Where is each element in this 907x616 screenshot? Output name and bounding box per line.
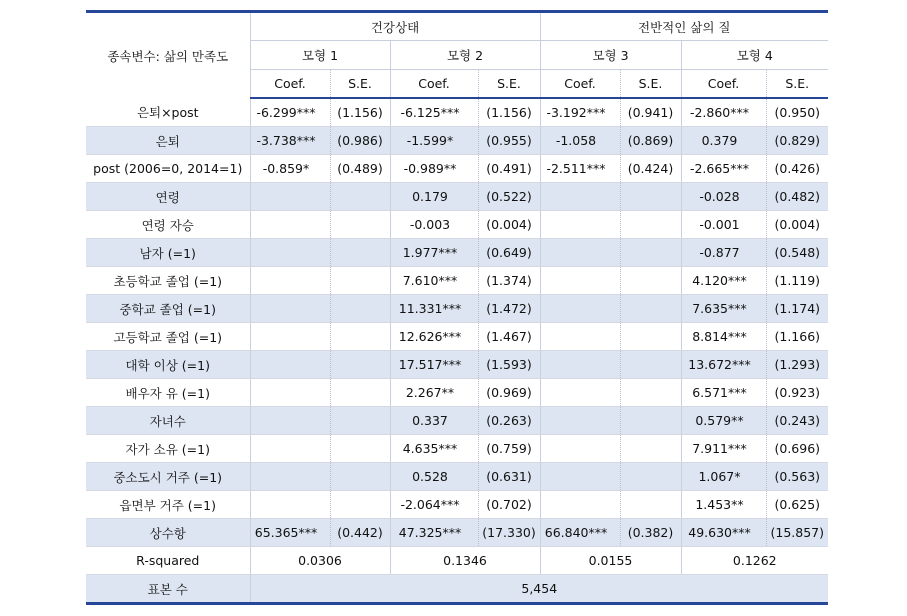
row-label: 상수항	[86, 519, 250, 547]
standard-error-cell: (0.442)	[330, 519, 390, 547]
standard-error-cell: (0.382)	[620, 519, 681, 547]
coef-header: Coef.	[250, 70, 330, 99]
row-label: 남자 (=1)	[86, 239, 250, 267]
table-row	[86, 519, 828, 547]
standard-error-cell: (0.426)	[766, 155, 828, 183]
coefficient-cell: -2.064***	[390, 491, 478, 519]
standard-error-cell: (0.950)	[766, 98, 828, 127]
standard-error-cell	[620, 491, 681, 519]
coefficient-cell: -1.058	[540, 127, 620, 155]
coefficient-cell: 4.635***	[390, 435, 478, 463]
standard-error-cell: (0.424)	[620, 155, 681, 183]
model-header-4: 모형 4	[681, 41, 828, 70]
standard-error-cell	[330, 211, 390, 239]
coefficient-cell: 49.630***	[681, 519, 766, 547]
coefficient-cell: 0.379	[681, 127, 766, 155]
row-label: 중소도시 거주 (=1)	[86, 463, 250, 491]
row-label: 초등학교 졸업 (=1)	[86, 267, 250, 295]
standard-error-cell: (0.631)	[478, 463, 540, 491]
table-row	[86, 98, 828, 127]
standard-error-cell: (1.593)	[478, 351, 540, 379]
coefficient-cell: -3.738***	[250, 127, 330, 155]
standard-error-cell: (0.004)	[478, 211, 540, 239]
group-header-health: 건강상태	[250, 12, 540, 41]
standard-error-cell: (0.004)	[766, 211, 828, 239]
coefficient-cell: 4.120***	[681, 267, 766, 295]
row-label: 중학교 졸업 (=1)	[86, 295, 250, 323]
standard-error-cell	[620, 407, 681, 435]
standard-error-cell	[330, 323, 390, 351]
coefficient-cell: 6.571***	[681, 379, 766, 407]
coefficient-cell	[250, 267, 330, 295]
standard-error-cell	[330, 351, 390, 379]
standard-error-cell	[330, 435, 390, 463]
coefficient-cell	[250, 323, 330, 351]
coefficient-cell	[540, 267, 620, 295]
table-row	[86, 295, 828, 323]
coefficient-cell	[250, 407, 330, 435]
r-squared-value: 0.0155	[540, 547, 681, 575]
coefficient-cell: -0.001	[681, 211, 766, 239]
coefficient-cell	[540, 351, 620, 379]
standard-error-cell	[620, 379, 681, 407]
standard-error-cell: (0.489)	[330, 155, 390, 183]
coefficient-cell	[250, 239, 330, 267]
standard-error-cell	[330, 491, 390, 519]
r-squared-label: R-squared	[86, 547, 250, 575]
coefficient-cell: 7.911***	[681, 435, 766, 463]
coefficient-cell: 2.267**	[390, 379, 478, 407]
coefficient-cell	[250, 379, 330, 407]
row-label: 연령	[86, 183, 250, 211]
coefficient-cell: 13.672***	[681, 351, 766, 379]
coefficient-cell: 7.635***	[681, 295, 766, 323]
standard-error-cell: (1.467)	[478, 323, 540, 351]
coefficient-cell: -0.859*	[250, 155, 330, 183]
standard-error-cell: (1.293)	[766, 351, 828, 379]
r-squared-value: 0.1346	[390, 547, 540, 575]
coefficient-cell: -2.665***	[681, 155, 766, 183]
standard-error-cell: (0.829)	[766, 127, 828, 155]
standard-error-cell: (0.986)	[330, 127, 390, 155]
standard-error-cell: (1.156)	[478, 98, 540, 127]
standard-error-cell: (0.243)	[766, 407, 828, 435]
standard-error-cell: (1.166)	[766, 323, 828, 351]
standard-error-cell: (1.174)	[766, 295, 828, 323]
standard-error-cell	[620, 435, 681, 463]
row-label: 읍면부 거주 (=1)	[86, 491, 250, 519]
standard-error-cell: (1.472)	[478, 295, 540, 323]
se-header: S.E.	[766, 70, 828, 99]
table-row	[86, 211, 828, 239]
standard-error-cell	[330, 463, 390, 491]
coefficient-cell: -6.299***	[250, 98, 330, 127]
coefficient-cell: -0.028	[681, 183, 766, 211]
table-row	[86, 463, 828, 491]
standard-error-cell: (0.923)	[766, 379, 828, 407]
coefficient-cell	[250, 295, 330, 323]
standard-error-cell: (0.969)	[478, 379, 540, 407]
row-label: 배우자 유 (=1)	[86, 379, 250, 407]
table-row	[86, 183, 828, 211]
coefficient-cell	[250, 183, 330, 211]
table-row	[86, 127, 828, 155]
standard-error-cell	[620, 267, 681, 295]
coefficient-cell: 66.840***	[540, 519, 620, 547]
coefficient-cell: 17.517***	[390, 351, 478, 379]
table-row	[86, 155, 828, 183]
coefficient-cell	[540, 407, 620, 435]
row-label: 자가 소유 (=1)	[86, 435, 250, 463]
coefficient-cell	[250, 491, 330, 519]
coefficient-cell: -0.877	[681, 239, 766, 267]
coefficient-cell: 1.067*	[681, 463, 766, 491]
row-label: 은퇴	[86, 127, 250, 155]
standard-error-cell	[330, 267, 390, 295]
standard-error-cell: (0.491)	[478, 155, 540, 183]
group-header-quality-of-life: 전반적인 삶의 질	[540, 12, 828, 41]
standard-error-cell	[620, 323, 681, 351]
model-header-1: 모형 1	[250, 41, 390, 70]
coefficient-cell	[540, 379, 620, 407]
standard-error-cell	[330, 379, 390, 407]
se-header: S.E.	[620, 70, 681, 99]
model-header-2: 모형 2	[390, 41, 540, 70]
coefficient-cell: -0.989**	[390, 155, 478, 183]
standard-error-cell: (1.156)	[330, 98, 390, 127]
standard-error-cell: (1.119)	[766, 267, 828, 295]
coef-header: Coef.	[390, 70, 478, 99]
standard-error-cell: (1.374)	[478, 267, 540, 295]
coefficient-cell	[540, 491, 620, 519]
coefficient-cell	[540, 323, 620, 351]
coefficient-cell	[540, 183, 620, 211]
se-header: S.E.	[330, 70, 390, 99]
r-squared-value: 0.1262	[681, 547, 828, 575]
coefficient-cell: 1.453**	[681, 491, 766, 519]
coefficient-cell: -0.003	[390, 211, 478, 239]
standard-error-cell: (0.702)	[478, 491, 540, 519]
coefficient-cell: -2.860***	[681, 98, 766, 127]
standard-error-cell	[620, 211, 681, 239]
coefficient-cell: -2.511***	[540, 155, 620, 183]
se-header: S.E.	[478, 70, 540, 99]
coefficient-cell	[540, 435, 620, 463]
coefficient-cell: -3.192***	[540, 98, 620, 127]
row-label: 연령 자승	[86, 211, 250, 239]
table-row	[86, 267, 828, 295]
standard-error-cell: (0.548)	[766, 239, 828, 267]
table-row	[86, 435, 828, 463]
sample-size-row	[86, 575, 828, 604]
standard-error-cell: (0.759)	[478, 435, 540, 463]
standard-error-cell: (0.955)	[478, 127, 540, 155]
row-label: 대학 이상 (=1)	[86, 351, 250, 379]
coefficient-cell: 47.325***	[390, 519, 478, 547]
row-label: 고등학교 졸업 (=1)	[86, 323, 250, 351]
coefficient-cell	[250, 463, 330, 491]
standard-error-cell: (0.263)	[478, 407, 540, 435]
table-row	[86, 407, 828, 435]
standard-error-cell	[330, 407, 390, 435]
standard-error-cell: (0.563)	[766, 463, 828, 491]
standard-error-cell: (15.857)	[766, 519, 828, 547]
r-squared-row	[86, 547, 828, 575]
coefficient-cell: -6.125***	[390, 98, 478, 127]
standard-error-cell: (0.696)	[766, 435, 828, 463]
standard-error-cell	[620, 351, 681, 379]
coefficient-cell: 7.610***	[390, 267, 478, 295]
table-row	[86, 491, 828, 519]
standard-error-cell	[620, 295, 681, 323]
coefficient-cell: 0.579**	[681, 407, 766, 435]
standard-error-cell: (0.649)	[478, 239, 540, 267]
table-row	[86, 379, 828, 407]
coefficient-cell	[540, 239, 620, 267]
standard-error-cell	[330, 239, 390, 267]
standard-error-cell	[330, 183, 390, 211]
coefficient-cell: 0.337	[390, 407, 478, 435]
coefficient-cell: 65.365***	[250, 519, 330, 547]
coefficient-cell	[540, 211, 620, 239]
standard-error-cell	[620, 463, 681, 491]
sample-size-value: 5,454	[250, 575, 828, 604]
dependent-variable-label: 종속변수: 삶의 만족도	[86, 12, 250, 99]
coefficient-cell: 11.331***	[390, 295, 478, 323]
standard-error-cell: (0.625)	[766, 491, 828, 519]
model-header-3: 모형 3	[540, 41, 681, 70]
standard-error-cell	[330, 295, 390, 323]
standard-error-cell	[620, 183, 681, 211]
coefficient-cell: 8.814***	[681, 323, 766, 351]
table-row	[86, 323, 828, 351]
coefficient-cell: 1.977***	[390, 239, 478, 267]
coefficient-cell	[540, 463, 620, 491]
coefficient-cell	[250, 351, 330, 379]
coef-header: Coef.	[681, 70, 766, 99]
coef-header: Coef.	[540, 70, 620, 99]
table-row	[86, 351, 828, 379]
row-label: 은퇴×post	[86, 98, 250, 127]
coefficient-cell: 12.626***	[390, 323, 478, 351]
sample-size-label: 표본 수	[86, 575, 250, 604]
row-label: post (2006=0, 2014=1)	[86, 155, 250, 183]
coefficient-cell	[540, 295, 620, 323]
standard-error-cell: (17.330)	[478, 519, 540, 547]
coefficient-cell	[250, 211, 330, 239]
coefficient-cell	[250, 435, 330, 463]
coefficient-cell: -1.599*	[390, 127, 478, 155]
standard-error-cell: (0.522)	[478, 183, 540, 211]
standard-error-cell: (0.482)	[766, 183, 828, 211]
coefficient-cell: 0.528	[390, 463, 478, 491]
table-row	[86, 239, 828, 267]
standard-error-cell	[620, 239, 681, 267]
regression-table	[86, 10, 828, 605]
r-squared-value: 0.0306	[250, 547, 390, 575]
row-label: 자녀수	[86, 407, 250, 435]
standard-error-cell: (0.941)	[620, 98, 681, 127]
standard-error-cell: (0.869)	[620, 127, 681, 155]
coefficient-cell: 0.179	[390, 183, 478, 211]
